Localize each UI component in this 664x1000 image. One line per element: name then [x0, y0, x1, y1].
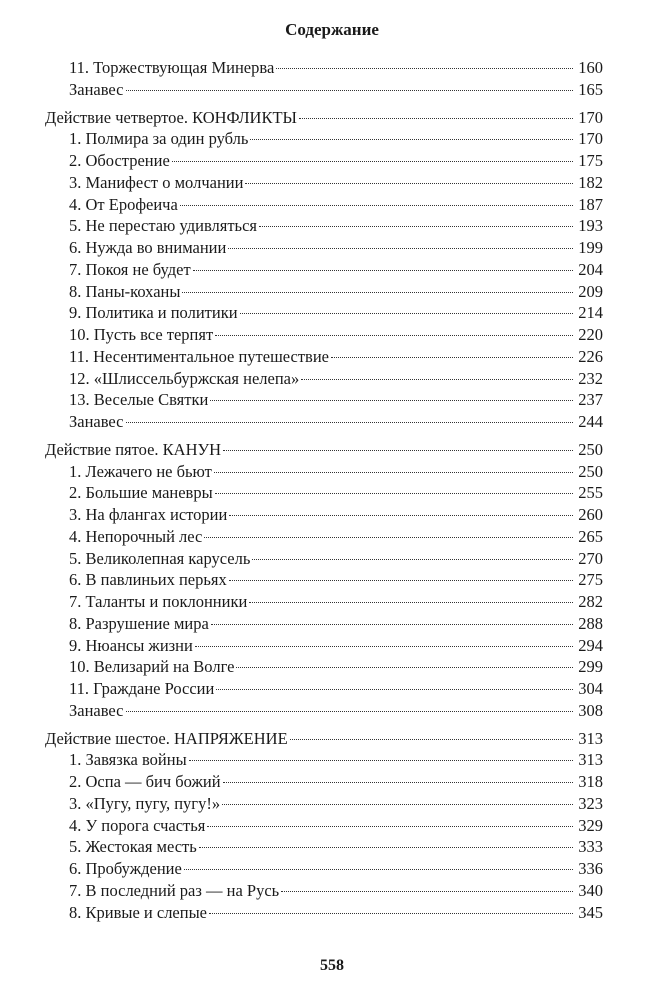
toc-entry — [45, 281, 603, 303]
dot-leader — [245, 183, 573, 184]
dot-leader — [216, 689, 573, 690]
toc-entry — [45, 368, 603, 390]
toc-entry — [45, 858, 603, 880]
toc-entry-page: 209 — [578, 281, 603, 301]
toc-entry-page: 250 — [578, 461, 603, 481]
toc-entry-title: 7. В последний раз — на Русь — [69, 880, 280, 900]
toc-entry-title: Действие шестое. НАПРЯЖЕНИЕ — [45, 728, 288, 748]
toc-entry — [45, 128, 603, 150]
dot-leader — [182, 292, 573, 293]
dot-leader — [180, 205, 573, 206]
toc-entry — [45, 237, 603, 259]
toc-entry-title: 4. Непорочный лес — [69, 526, 203, 546]
dot-leader — [228, 248, 573, 249]
toc-entry-title: 2. Оспа — бич божий — [69, 772, 221, 791]
toc-entry-title: 6. В павлиньих перьях — [69, 570, 227, 590]
toc-entry — [45, 150, 603, 172]
toc-entry — [45, 79, 603, 101]
dot-leader — [214, 472, 573, 473]
toc-entry — [45, 902, 603, 924]
toc-entry-title: Действие четвертое. КОНФЛИКТЫ — [45, 107, 297, 127]
toc-entry-page: 193 — [578, 216, 603, 236]
dot-leader — [210, 400, 573, 401]
toc-entry-title: Занавес — [69, 412, 124, 431]
toc-entry-page: 160 — [578, 58, 603, 77]
dot-leader — [252, 559, 573, 560]
dot-leader — [299, 118, 573, 119]
toc-entry-page: 304 — [578, 679, 603, 698]
toc-entry-page: 336 — [578, 859, 603, 878]
toc-entry-page: 329 — [578, 815, 603, 835]
toc-entry-page: 318 — [578, 772, 603, 791]
toc-entry — [45, 215, 603, 237]
dot-leader — [193, 270, 573, 271]
toc-entry — [45, 569, 603, 591]
toc-entry-title: 1. Полмира за один рубль — [69, 129, 249, 149]
toc-entry-title: 3. «Пугу, пугу, пугу!» — [69, 793, 221, 813]
toc-entry — [45, 678, 603, 700]
toc-entry-page: 308 — [578, 700, 603, 720]
toc-entry-page: 182 — [578, 172, 603, 192]
toc-entry-title: 12. «Шлиссельбуржская нелепа» — [69, 368, 300, 388]
toc-entry — [45, 749, 603, 771]
toc-entry-page: 237 — [578, 390, 603, 410]
toc-entry — [45, 172, 603, 194]
dot-leader — [172, 161, 573, 162]
toc-entry — [45, 482, 603, 504]
toc-entry-title: Занавес — [69, 79, 124, 99]
toc-entry-page: 345 — [578, 902, 603, 922]
toc-entry-page: 260 — [578, 505, 603, 524]
dot-leader — [240, 313, 573, 314]
toc-entry — [45, 591, 603, 613]
dot-leader — [222, 804, 573, 805]
toc-entry-page: 220 — [578, 325, 603, 344]
toc-entry — [45, 548, 603, 570]
dot-leader — [189, 760, 573, 761]
toc-entry-page: 226 — [578, 346, 603, 366]
toc-entry — [45, 324, 603, 346]
toc-entry-title: 5. Жестокая месть — [69, 837, 197, 857]
toc-entry-title: 6. Пробуждение — [69, 859, 182, 878]
toc-entry-title: 10. Велизарий на Волге — [69, 657, 235, 677]
dot-leader — [250, 139, 573, 140]
toc-entry — [45, 411, 603, 433]
dot-leader — [126, 711, 574, 712]
toc-entry — [45, 504, 603, 526]
toc-entry — [45, 346, 603, 368]
dot-leader — [204, 537, 573, 538]
toc-entry-title: 4. У порога счастья — [69, 815, 206, 835]
toc-part-entry — [45, 439, 603, 461]
toc-entry — [45, 880, 603, 902]
dot-leader — [211, 624, 573, 625]
toc-entry — [45, 793, 603, 815]
toc-entry-title: 9. Нюансы жизни — [69, 635, 193, 655]
dot-leader — [126, 422, 574, 423]
toc-entry-page: 187 — [578, 194, 603, 214]
running-header: Содержание — [285, 20, 379, 39]
toc-entry-title: 8. Разрушение мира — [69, 613, 209, 633]
dot-leader — [195, 646, 573, 647]
toc-entry-title: 8. Кривые и слепые — [69, 902, 207, 922]
toc-entry — [45, 771, 603, 793]
toc-entry — [45, 526, 603, 548]
dot-leader — [290, 739, 573, 740]
toc-entry-page: 275 — [578, 570, 603, 590]
dot-leader — [229, 515, 573, 516]
toc-entry-title: Действие пятое. КАНУН — [45, 439, 222, 459]
dot-leader — [229, 580, 573, 581]
toc-entry-page: 165 — [578, 79, 603, 99]
dot-leader — [207, 826, 573, 827]
toc-entry-page: 299 — [578, 657, 603, 677]
toc-entry-title: 11. Несентиментальное путешествие — [69, 346, 330, 366]
toc-entry-page: 255 — [578, 483, 603, 503]
toc-entry-page: 340 — [578, 880, 603, 900]
toc-entry — [45, 461, 603, 483]
toc-entry-title: 7. Покоя не будет — [69, 259, 191, 279]
dot-leader — [223, 450, 573, 451]
toc-entry-title: 10. Пусть все терпят — [69, 325, 214, 344]
toc-entry — [45, 635, 603, 657]
toc-entry-page: 270 — [578, 548, 603, 568]
toc-entry-page: 313 — [578, 728, 603, 748]
toc-entry-title: 2. Большие маневры — [69, 483, 213, 503]
toc-entry-page: 170 — [578, 129, 603, 149]
toc-entry — [45, 656, 603, 678]
dot-leader — [223, 782, 573, 783]
dot-leader — [126, 90, 574, 91]
toc-entry-page: 244 — [578, 412, 603, 431]
toc-entry-page: 288 — [578, 613, 603, 633]
dot-leader — [259, 226, 573, 227]
toc-entry-page: 313 — [578, 750, 603, 770]
toc-part-entry — [45, 728, 603, 750]
toc-entry-page: 232 — [578, 368, 603, 388]
toc-entry — [45, 613, 603, 635]
toc-part-entry — [45, 107, 603, 129]
toc-entry-title: 1. Лежачего не бьют — [69, 461, 212, 481]
toc-entry — [45, 57, 603, 79]
toc-entry-title: 11. Торжествующая Минерва — [69, 58, 275, 77]
toc-entry-title: 5. Не перестаю удивляться — [69, 216, 257, 236]
toc-entry-title: 11. Граждане России — [69, 679, 215, 698]
dot-leader — [209, 913, 573, 914]
dot-leader — [301, 379, 573, 380]
toc-entry — [45, 194, 603, 216]
toc-entry-title: 1. Завязка войны — [69, 750, 187, 770]
toc-entry — [45, 815, 603, 837]
dot-leader — [236, 667, 573, 668]
dot-leader — [215, 493, 573, 494]
toc-entry-title: 6. Нужда во внимании — [69, 238, 227, 257]
toc-entry-title: 9. Политика и политики — [69, 303, 238, 323]
dot-leader — [215, 335, 573, 336]
toc-entry-title: 5. Великолепная карусель — [69, 548, 251, 568]
dot-leader — [184, 869, 573, 870]
toc-entry-page: 175 — [578, 151, 603, 170]
toc-entry-page: 170 — [578, 107, 603, 127]
dot-leader — [199, 847, 573, 848]
toc-entry-title: 4. От Ерофеича — [69, 194, 178, 214]
toc-entry-page: 282 — [578, 592, 603, 611]
toc-entry — [45, 700, 603, 722]
toc-entry-page: 204 — [578, 259, 603, 279]
dot-leader — [281, 891, 573, 892]
toc-entry-page: 265 — [578, 526, 603, 546]
toc-entry — [45, 259, 603, 281]
toc-entry-title: 13. Веселые Святки — [69, 390, 209, 410]
toc-entry-title: 3. На флангах истории — [69, 505, 228, 524]
toc-entry-page: 294 — [578, 635, 603, 655]
toc-entry-page: 323 — [578, 793, 603, 813]
toc-entry-title: 3. Манифест о молчании — [69, 172, 244, 192]
toc-entry-page: 199 — [578, 238, 603, 257]
table-of-contents — [45, 57, 603, 923]
toc-entry-page: 333 — [578, 837, 603, 857]
dot-leader — [331, 357, 573, 358]
toc-entry-page: 250 — [578, 439, 603, 459]
toc-entry-page: 214 — [578, 303, 603, 323]
toc-entry-title: 8. Паны-коханы — [69, 281, 181, 301]
toc-entry-title: 7. Таланты и поклонники — [69, 592, 248, 611]
toc-entry — [45, 389, 603, 411]
dot-leader — [249, 602, 573, 603]
page-number: 558 — [320, 957, 344, 974]
toc-entry — [45, 302, 603, 324]
dot-leader — [276, 68, 573, 69]
toc-entry-title: 2. Обострение — [69, 151, 170, 170]
toc-entry — [45, 836, 603, 858]
toc-entry-title: Занавес — [69, 700, 124, 720]
